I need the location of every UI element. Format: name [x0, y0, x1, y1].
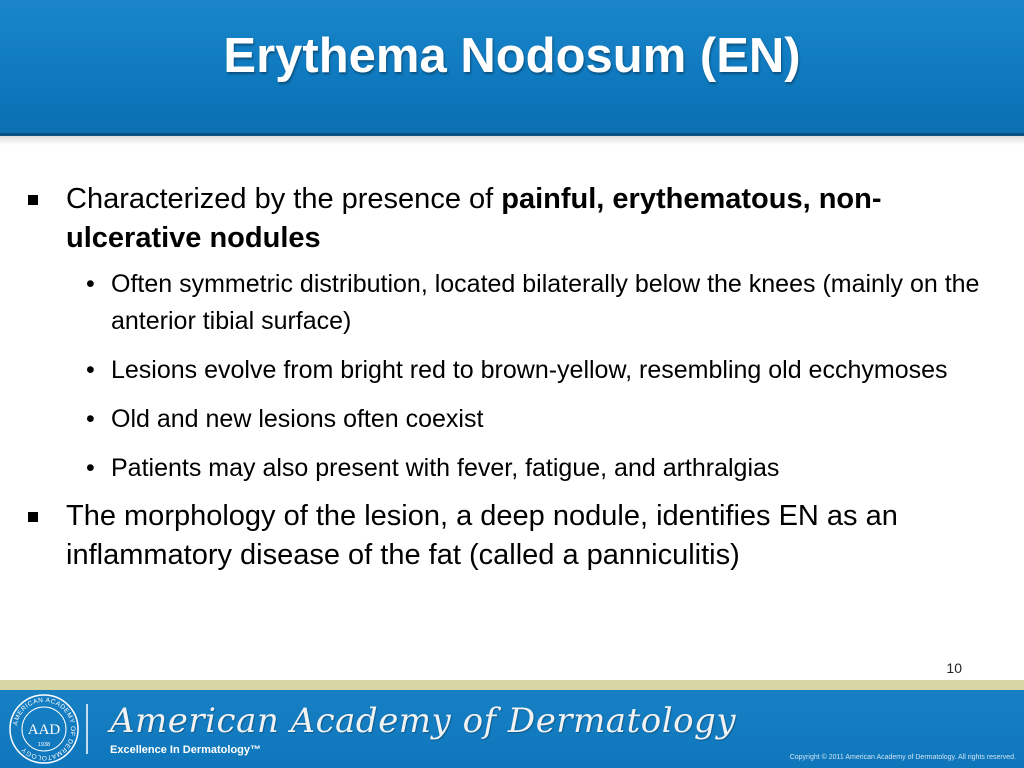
square-bullet-icon [28, 195, 38, 205]
slide-content [0, 180, 1024, 575]
round-bullet-icon: • [86, 454, 95, 482]
sub-bullet-text: Often symmetric distribution, located bilaterally below the knees (mainly on the anterior tibial surface) [111, 270, 980, 335]
bullet-characterized [0, 180, 986, 258]
sub-bullet-symptoms [0, 450, 991, 487]
bullet-bold-text: painful, erythematous, non-ulcerative nodules [66, 183, 882, 254]
title-bar [0, 0, 1024, 136]
copyright-notice: Copyright © 2011 American Academy of Dermatology. All rights reserved. [789, 754, 1016, 761]
slide-title: Erythema Nodosum (EN) [223, 29, 801, 83]
sub-bullet-distribution [0, 266, 991, 340]
organization-name: American Academy of Dermatology [110, 701, 737, 741]
bullet-text: Characterized by the presence of [66, 183, 502, 215]
footer-bar [0, 690, 1024, 768]
bullet-text: The morphology of the lesion, a deep nodule, identifies EN as an inflammatory disease of the fat (called a panniculitis) [66, 500, 898, 571]
sub-bullet-lesions-evolve [0, 352, 991, 389]
organization-tagline: Excellence In Dermatology™ [110, 744, 261, 756]
footer-divider [86, 704, 88, 754]
round-bullet-icon: • [86, 270, 95, 298]
seal-ring-text: AMERICAN ACADEMY OF DERMATOLOGY [12, 696, 77, 762]
seal-letters: AAD [27, 722, 61, 738]
sub-bullet-text: Patients may also present with fever, fatigue, and arthralgias [111, 454, 780, 482]
round-bullet-icon: • [86, 356, 95, 384]
sub-bullet-coexist [0, 401, 991, 438]
round-bullet-icon: • [86, 405, 95, 433]
aad-seal-icon [8, 693, 80, 765]
sub-bullet-text: Old and new lesions often coexist [111, 405, 484, 433]
footer-stripe [0, 680, 1024, 690]
seal-year: 1938 [37, 742, 51, 748]
square-bullet-icon [28, 512, 38, 522]
slide-number: 10 [946, 660, 962, 676]
sub-bullet-text: Lesions evolve from bright red to brown-yellow, resembling old ecchymoses [111, 356, 948, 384]
bullet-morphology [0, 497, 986, 575]
